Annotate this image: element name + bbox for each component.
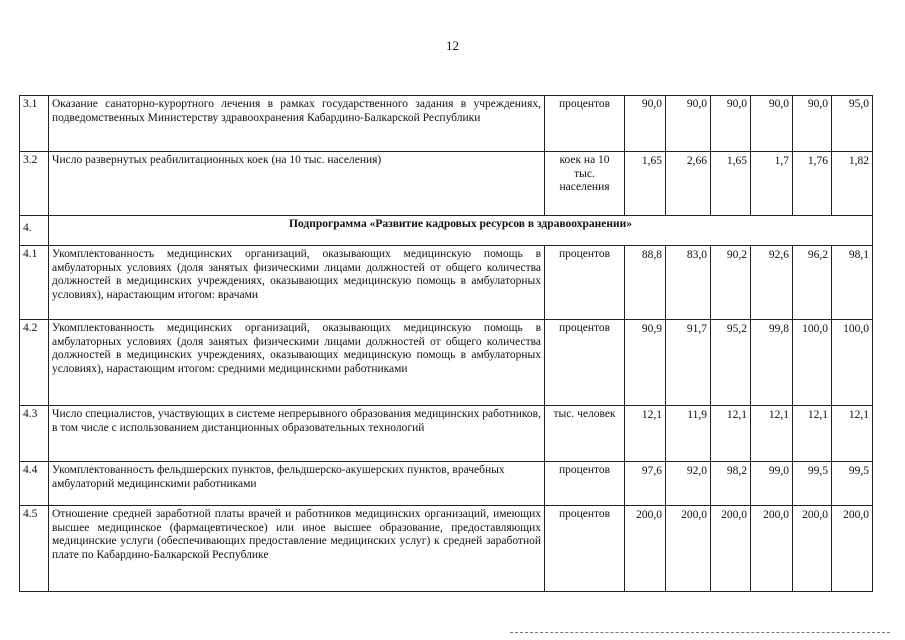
page-number: 12	[446, 38, 459, 53]
value-cell: 200,0	[666, 506, 711, 592]
value-cell: 90,0	[625, 96, 666, 152]
value-cell: 90,0	[711, 96, 751, 152]
indicator-description: Число развернутых реабилитационных коек (на 10 тыс. населения)	[49, 152, 545, 216]
value-cell: 200,0	[711, 506, 751, 592]
value-cell: 99,5	[793, 462, 832, 506]
table-row	[20, 406, 873, 462]
row-number: 4.1	[20, 246, 49, 320]
unit-cell: процентов	[545, 320, 625, 406]
indicator-description: Укомплектованность медицинских организаций, оказывающих медицинскую помощь в амбулаторных условиях (доля занятых физическими лицами должностей от общего количества должностей в медицинских учреждениях, оказывающих медицинскую помощь в амбулаторных условиях), нарастающим итогом: врачами	[49, 246, 545, 320]
unit-cell: процентов	[545, 506, 625, 592]
value-cell: 200,0	[793, 506, 832, 592]
value-cell: 97,6	[625, 462, 666, 506]
table-row	[20, 462, 873, 506]
value-cell: 83,0	[666, 246, 711, 320]
value-cell: 12,1	[625, 406, 666, 462]
value-cell: 1,82	[832, 152, 873, 216]
value-cell: 98,2	[711, 462, 751, 506]
row-number: 4.	[20, 216, 49, 246]
indicators-table	[19, 95, 873, 592]
value-cell: 95,0	[832, 96, 873, 152]
row-number: 4.3	[20, 406, 49, 462]
indicator-description: Оказание санаторно-курортного лечения в рамках государственного задания в учреждениях, подведомственных Министерству здравоохранения Кабардино-Балкарской Республики	[49, 96, 545, 152]
value-cell: 96,2	[793, 246, 832, 320]
value-cell: 98,1	[832, 246, 873, 320]
unit-cell: коек на 10 тыс. населения	[545, 152, 625, 216]
indicator-description: Отношение средней заработной платы врачей и работников медицинских организаций, имеющих высшее медицинское (фармацевтическое) или иное высшее образование, предоставляющих медицинские услуги (обеспечивающих предоставление медицинских услуг) к средней заработной плате по Кабардино-Балкарской Республике	[49, 506, 545, 592]
indicator-description: Число специалистов, участвующих в системе непрерывного образования медицинских работников, в том числе с использованием дистанционных образовательных технологий	[49, 406, 545, 462]
table-row	[20, 246, 873, 320]
indicator-description: Укомплектованность фельдшерских пунктов, фельдшерско-акушерских пунктов, врачебных амбулаторий медицинскими работниками	[49, 462, 545, 506]
unit-cell: процентов	[545, 96, 625, 152]
row-number: 3.2	[20, 152, 49, 216]
value-cell: 92,6	[751, 246, 793, 320]
unit-cell: процентов	[545, 462, 625, 506]
value-cell: 100,0	[793, 320, 832, 406]
value-cell: 91,7	[666, 320, 711, 406]
row-number: 4.5	[20, 506, 49, 592]
value-cell: 12,1	[793, 406, 832, 462]
value-cell: 90,2	[711, 246, 751, 320]
value-cell: 200,0	[625, 506, 666, 592]
indicator-description: Укомплектованность медицинских организаций, оказывающих медицинскую помощь в амбулаторных условиях (доля занятых физическими лицами должностей от общего количества должностей в медицинских учреждениях, оказывающих медицинскую помощь в амбулаторных условиях), нарастающим итогом: средними медицинскими работниками	[49, 320, 545, 406]
value-cell: 99,8	[751, 320, 793, 406]
scan-artifact	[510, 632, 890, 636]
value-cell: 2,66	[666, 152, 711, 216]
value-cell: 1,65	[711, 152, 751, 216]
value-cell: 200,0	[751, 506, 793, 592]
value-cell: 99,0	[751, 462, 793, 506]
value-cell: 1,76	[793, 152, 832, 216]
value-cell: 11,9	[666, 406, 711, 462]
value-cell: 100,0	[832, 320, 873, 406]
unit-cell: тыс. человек	[545, 406, 625, 462]
value-cell: 92,0	[666, 462, 711, 506]
value-cell: 95,2	[711, 320, 751, 406]
value-cell: 1,65	[625, 152, 666, 216]
table-row	[20, 506, 873, 592]
value-cell: 90,0	[666, 96, 711, 152]
row-number: 4.2	[20, 320, 49, 406]
unit-cell: процентов	[545, 246, 625, 320]
section-row	[20, 216, 873, 246]
value-cell: 90,0	[751, 96, 793, 152]
table-row	[20, 96, 873, 152]
row-number: 3.1	[20, 96, 49, 152]
table-row	[20, 320, 873, 406]
value-cell: 1,7	[751, 152, 793, 216]
row-number: 4.4	[20, 462, 49, 506]
value-cell: 88,8	[625, 246, 666, 320]
value-cell: 90,9	[625, 320, 666, 406]
value-cell: 90,0	[793, 96, 832, 152]
value-cell: 99,5	[832, 462, 873, 506]
value-cell: 12,1	[832, 406, 873, 462]
value-cell: 12,1	[711, 406, 751, 462]
table-row	[20, 152, 873, 216]
value-cell: 12,1	[751, 406, 793, 462]
value-cell: 200,0	[832, 506, 873, 592]
section-title: Подпрограмма «Развитие кадровых ресурсов в здравоохранении»	[49, 216, 873, 246]
